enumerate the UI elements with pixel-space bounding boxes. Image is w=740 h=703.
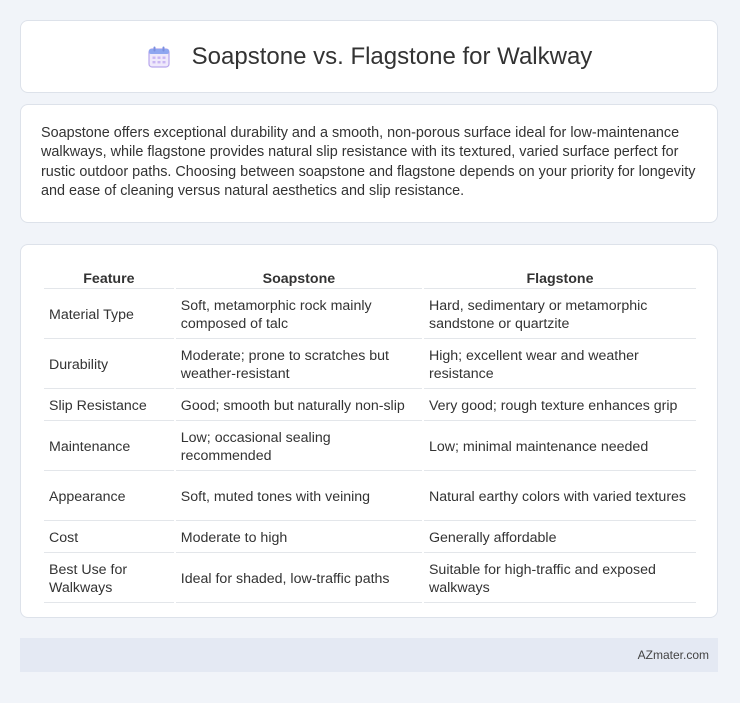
calendar-icon [146,44,172,70]
table-card [20,244,718,618]
footer-brand[interactable]: AZmater.com [637,648,709,662]
table-header-row [44,267,696,289]
intro-card [20,104,718,223]
table-cell: Good; smooth but naturally non-slip [176,391,422,421]
table-row [44,341,696,389]
title-card [20,20,718,93]
header-soapstone: Soapstone [176,267,422,289]
table-cell: Soft, muted tones with veining [176,473,422,521]
table-cell: Moderate to high [176,523,422,553]
table-cell: High; excellent wear and weather resistance [424,341,696,389]
table-cell: Durability [44,341,174,389]
page-title: Soapstone vs. Flagstone for Walkway [191,42,593,70]
table-row [44,423,696,471]
table-cell: Hard, sedimentary or metamorphic sandstone or quartzite [424,291,696,339]
title-wrap [146,43,593,71]
table-cell: Maintenance [44,423,174,471]
header-feature: Feature [44,267,174,289]
table-cell: Suitable for high-traffic and exposed walkways [424,555,696,603]
table-row [44,555,696,603]
table-row [44,523,696,553]
comparison-table [42,265,698,605]
footer [20,638,718,672]
table-cell: Material Type [44,291,174,339]
table-row [44,391,696,421]
table-cell: Moderate; prone to scratches but weather-resistant [176,341,422,389]
table-cell: Appearance [44,473,174,521]
intro-text: Soapstone offers exceptional durability and a smooth, non-porous surface ideal for low-maintenance walkways, while flagstone provides natural slip resistance with its textured, varied surface perfect for rustic outdoor paths. Choosing between soapstone and flagstone depends on your priority for longevity and ease of cleaning versus natural aesthetics and slip resistance. [41,125,696,200]
table-cell: Natural earthy colors with varied textures [424,473,696,521]
table-cell: Slip Resistance [44,391,174,421]
table-cell: Generally affordable [424,523,696,553]
table-cell: Best Use for Walkways [44,555,174,603]
table-cell: Soft, metamorphic rock mainly composed of talc [176,291,422,339]
header-flagstone: Flagstone [424,267,696,289]
table-row [44,291,696,339]
table-cell: Very good; rough texture enhances grip [424,391,696,421]
table-cell: Low; minimal maintenance needed [424,423,696,471]
table-cell: Low; occasional sealing recommended [176,423,422,471]
table-cell: Cost [44,523,174,553]
table-row [44,473,696,521]
table-cell: Ideal for shaded, low-traffic paths [176,555,422,603]
